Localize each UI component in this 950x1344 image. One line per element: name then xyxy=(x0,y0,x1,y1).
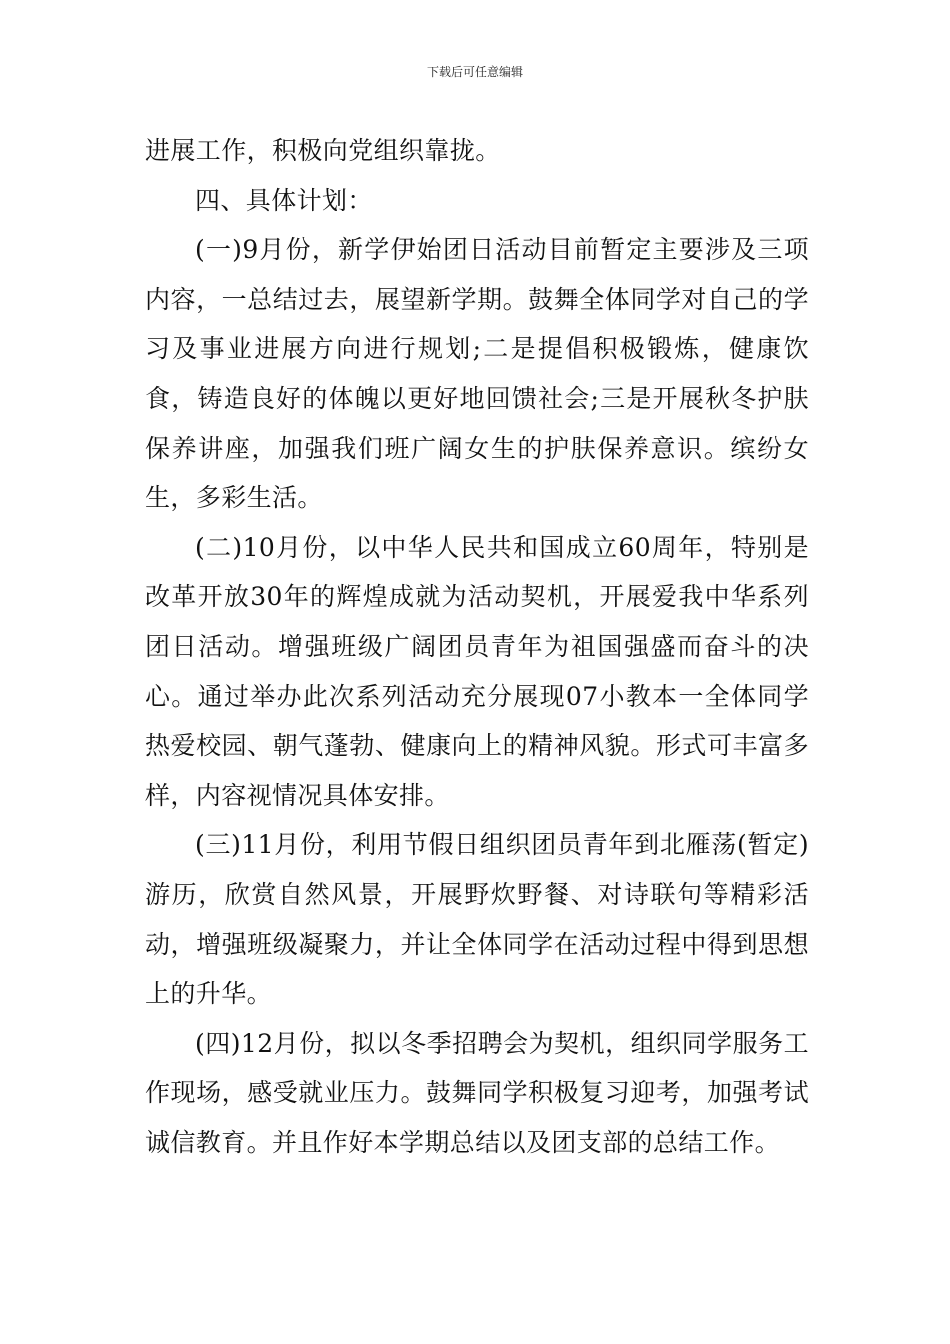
section-heading-plan: 四、具体计划： xyxy=(195,185,373,215)
document-body xyxy=(145,126,809,1167)
page-header-note: 下载后可任意编辑 xyxy=(426,65,523,79)
paragraph-september: (一)9月份，新学伊始团日活动目前暂定主要涉及三项内容，一总结过去，展望新学期。鼓舞全体同学对自己的学习及事业进展方向进行规划;二是提倡积极锻炼，健康饮食，铸造良好的体魄以更好地回馈社会;三是开展秋冬护肤保养讲座，加强我们班广阔女生的护肤保养意识。缤纷女生，多彩生活。 xyxy=(145,235,809,513)
paragraph-november: (三)11月份，利用节假日组织团员青年到北雁荡(暂定)游历，欣赏自然风景，开展野炊野餐、对诗联句等精彩活动，增强班级凝聚力，并让全体同学在活动过程中得到思想上的升华。 xyxy=(145,830,809,1009)
paragraph-continuation: 进展工作，积极向党组织靠拢。 xyxy=(145,136,501,165)
paragraph-october: (二)10月份，以中华人民共和国成立60周年，特别是改革开放30年的辉煌成就为活动契机，开展爱我中华系列团日活动。增强班级广阔团员青年为祖国强盛而奋斗的决心。通过举办此次系列活动充分展现07小教本一全体同学热爱校园、朝气蓬勃、健康向上的精神风貌。形式可丰富多样，内容视情况具体安排。 xyxy=(145,532,809,810)
paragraph-december: (四)12月份，拟以冬季招聘会为契机，组织同学服务工作现场，感受就业压力。鼓舞同学积极复习迎考，加强考试诚信教育。并且作好本学期总结以及团支部的总结工作。 xyxy=(145,1028,809,1157)
